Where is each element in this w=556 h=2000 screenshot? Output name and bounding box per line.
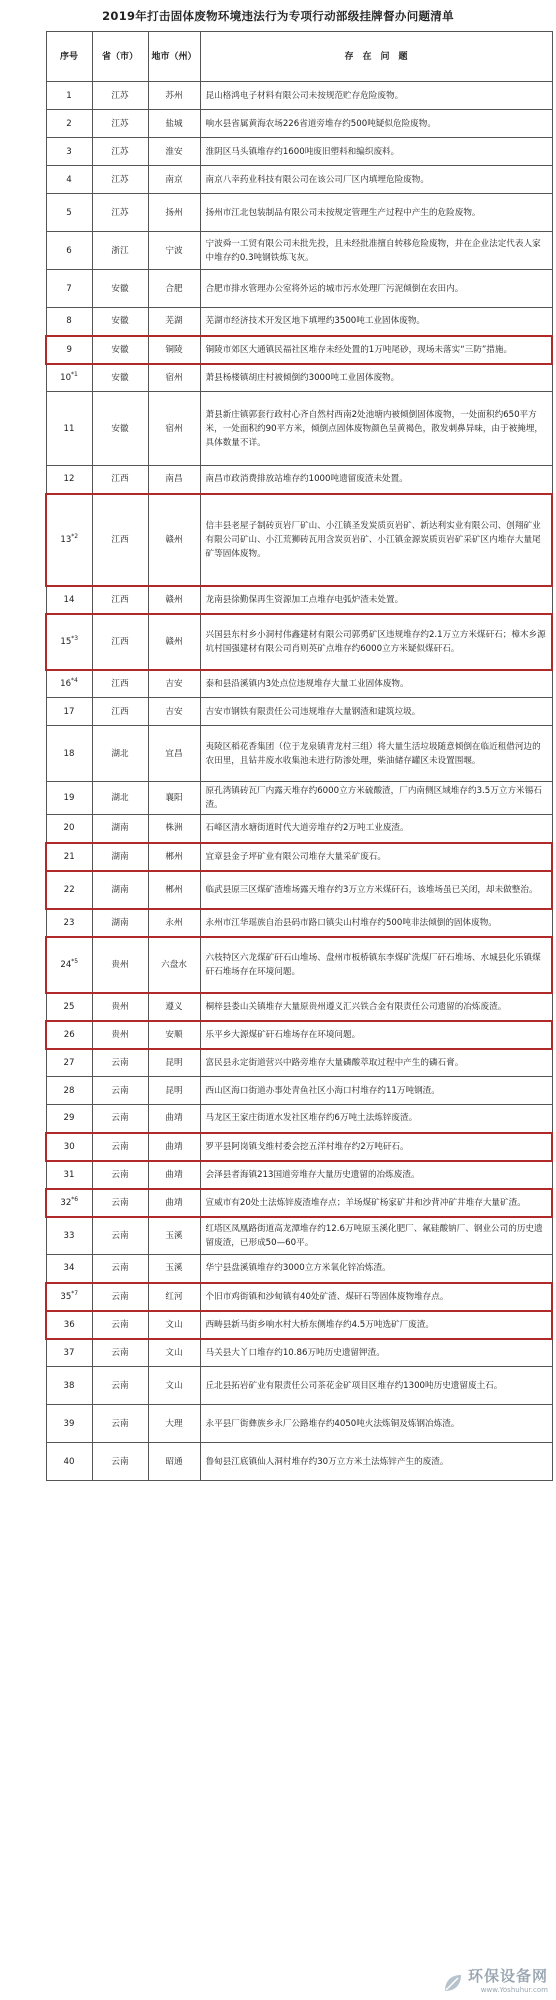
table-row	[46, 1105, 552, 1133]
row-number: 10	[60, 372, 72, 383]
cell-province: 安徽	[92, 308, 148, 336]
cell-province: 云南	[92, 1049, 148, 1077]
watermark-url: www.Yoshuhur.com	[480, 1986, 548, 1994]
cell-city: 赣州	[148, 494, 200, 586]
row-number: 27	[63, 1057, 75, 1068]
cell-number	[46, 392, 92, 466]
cell-province: 安徽	[92, 270, 148, 308]
leaf-logo-icon	[442, 1972, 464, 1994]
cell-province: 云南	[92, 1133, 148, 1161]
cell-city: 郴州	[148, 871, 200, 909]
cell-issue: 富民县永定街道营兴中路旁堆存大量磷酸萃取过程中产生的磷石膏。	[200, 1049, 552, 1077]
cell-city: 文山	[148, 1367, 200, 1405]
header-issue: 存 在 问 题	[200, 32, 552, 82]
table-row	[46, 937, 552, 993]
footnote-mark: *3	[71, 634, 79, 642]
row-number: 23	[63, 917, 75, 928]
row-number: 1	[66, 90, 72, 101]
cell-province: 湖南	[92, 871, 148, 909]
table-row	[46, 586, 552, 614]
cell-number	[46, 1255, 92, 1283]
row-number: 18	[63, 748, 75, 759]
cell-number	[46, 1367, 92, 1405]
cell-province: 江苏	[92, 166, 148, 194]
cell-city: 铜陵	[148, 336, 200, 364]
cell-city: 玉溪	[148, 1255, 200, 1283]
row-number: 4	[66, 174, 72, 185]
cell-issue: 昆山格鸿电子材料有限公司未按规范贮存危险废物。	[200, 82, 552, 110]
table-row	[46, 670, 552, 698]
table-row	[46, 466, 552, 494]
cell-issue: 红塔区凤凰路街道高龙潭堆存约12.6万吨原玉溪化肥厂、氟硅酸钠厂、钢业公司的历史遗留废渣，已形成50—60平。	[200, 1217, 552, 1255]
table-row	[46, 82, 552, 110]
cell-issue: 马龙区王家庄街道水发社区堆存约6万吨土法炼锌废渣。	[200, 1105, 552, 1133]
table-row	[46, 782, 552, 815]
table-row	[46, 1339, 552, 1367]
cell-city: 吉安	[148, 698, 200, 726]
table-row	[46, 364, 552, 392]
row-number: 5	[66, 207, 72, 218]
table-row	[46, 1133, 552, 1161]
cell-issue: 宁波舜一工贸有限公司未批先投，且未经批准擅自转移危险废物，并在企业法定代表人家中堆存约0.3吨钢铁炼飞灰。	[200, 232, 552, 270]
cell-province: 贵州	[92, 993, 148, 1021]
watermark	[442, 1965, 548, 1994]
cell-number	[46, 336, 92, 364]
cell-issue: 信丰县老屋子制砖页岩厂矿山、小江镇圣发炭质页岩矿、新达利实业有限公司、创翔矿业有限公司矿山、小江荒狮砖瓦用含炭页岩矿、小江镇金源炭质页岩矿采矿区内堆存大量尾矿等固体废物。	[200, 494, 552, 586]
cell-number	[46, 82, 92, 110]
row-number: 9	[66, 344, 72, 355]
cell-province: 江西	[92, 466, 148, 494]
cell-number	[46, 1405, 92, 1443]
cell-issue: 南昌市政消费排放站堆存约1000吨遗留废渣未处置。	[200, 466, 552, 494]
footnote-mark: *2	[71, 532, 79, 540]
cell-number	[46, 194, 92, 232]
cell-city: 吉安	[148, 670, 200, 698]
cell-province: 云南	[92, 1283, 148, 1311]
table-row	[46, 1255, 552, 1283]
row-number: 11	[63, 423, 75, 434]
cell-province: 安徽	[92, 364, 148, 392]
table-row	[46, 614, 552, 670]
cell-number	[46, 614, 92, 670]
row-number: 28	[63, 1085, 75, 1096]
footnote-mark: *1	[71, 370, 78, 378]
cell-issue: 马关县大丫口堆存约10.86万吨历史遗留钾渣。	[200, 1339, 552, 1367]
table-row	[46, 1311, 552, 1339]
footnote-mark: *6	[71, 1195, 79, 1203]
cell-number	[46, 494, 92, 586]
cell-province: 云南	[92, 1217, 148, 1255]
table-row	[46, 166, 552, 194]
cell-province: 云南	[92, 1443, 148, 1481]
cell-province: 湖北	[92, 782, 148, 815]
header-city: 地市（州）	[148, 32, 200, 82]
cell-issue: 夷陵区稻花香集团（位于龙泉镇青龙村三组）将大量生活垃圾随意倾倒在临近租借河边的农田里，且钻井废水收集池未进行防渗处理，柴油储存罐区未设置围堰。	[200, 726, 552, 782]
cell-issue: 淮阴区马头镇堆存约1600吨废旧塑料和编织废料。	[200, 138, 552, 166]
table-row	[46, 871, 552, 909]
cell-number	[46, 815, 92, 843]
row-number: 26	[63, 1029, 75, 1040]
cell-number	[46, 138, 92, 166]
cell-number	[46, 670, 92, 698]
table-row	[46, 308, 552, 336]
table-row	[46, 726, 552, 782]
cell-city: 安顺	[148, 1021, 200, 1049]
cell-province: 湖南	[92, 909, 148, 937]
cell-number	[46, 1311, 92, 1339]
cell-issue: 西山区海口街道办事处青鱼社区小海口村堆存约11万吨钢渣。	[200, 1077, 552, 1105]
table-row	[46, 1217, 552, 1255]
table-row	[46, 1077, 552, 1105]
cell-city: 红河	[148, 1283, 200, 1311]
cell-province: 浙江	[92, 232, 148, 270]
cell-number	[46, 1105, 92, 1133]
cell-province: 江西	[92, 586, 148, 614]
row-number: 35	[60, 1291, 72, 1302]
cell-number	[46, 232, 92, 270]
footnote-mark: *5	[71, 957, 79, 965]
cell-number	[46, 782, 92, 815]
cell-city: 南京	[148, 166, 200, 194]
cell-city: 永州	[148, 909, 200, 937]
row-number: 20	[63, 823, 75, 834]
cell-province: 江苏	[92, 138, 148, 166]
cell-province: 云南	[92, 1339, 148, 1367]
cell-number	[46, 1021, 92, 1049]
row-number: 3	[66, 146, 72, 157]
cell-issue: 乐平乡大源煤矿矸石堆场存在环境问题。	[200, 1021, 552, 1049]
cell-city: 郴州	[148, 843, 200, 871]
table-row	[46, 1405, 552, 1443]
table-row	[46, 392, 552, 466]
cell-city: 宜昌	[148, 726, 200, 782]
table-row	[46, 1367, 552, 1405]
cell-province: 江西	[92, 494, 148, 586]
cell-number	[46, 586, 92, 614]
cell-issue: 丘北县拓岩矿业有限责任公司茶花金矿项目区堆存约1300吨历史遗留废土石。	[200, 1367, 552, 1405]
cell-city: 昆明	[148, 1049, 200, 1077]
cell-issue: 芜湖市经济技术开发区地下填埋约3500吨工业固体废物。	[200, 308, 552, 336]
cell-province: 云南	[92, 1077, 148, 1105]
cell-province: 江西	[92, 670, 148, 698]
row-number: 34	[63, 1263, 75, 1274]
cell-number	[46, 110, 92, 138]
table-row	[46, 1443, 552, 1481]
cell-issue: 罗平县阿岗镇戈维村委会挖五洋村堆存约2万吨矸石。	[200, 1133, 552, 1161]
table-row	[46, 110, 552, 138]
cell-city: 襄阳	[148, 782, 200, 815]
cell-issue: 南京八幸药业科技有限公司在该公司厂区内填埋危险废物。	[200, 166, 552, 194]
row-number: 13	[60, 534, 72, 545]
cell-issue: 响水县省属黄海农场226省道旁堆存约500吨疑似危险废物。	[200, 110, 552, 138]
cell-city: 南昌	[148, 466, 200, 494]
cell-city: 扬州	[148, 194, 200, 232]
cell-number	[46, 308, 92, 336]
table-row	[46, 270, 552, 308]
table-body	[46, 82, 552, 1481]
row-number: 17	[63, 706, 75, 717]
row-number: 19	[63, 793, 75, 803]
cell-province: 江苏	[92, 194, 148, 232]
cell-province: 江西	[92, 698, 148, 726]
cell-number	[46, 1049, 92, 1077]
cell-city: 芜湖	[148, 308, 200, 336]
cell-province: 江苏	[92, 110, 148, 138]
cell-city: 文山	[148, 1311, 200, 1339]
table-row	[46, 1283, 552, 1311]
cell-issue: 龙南县徐勤保再生资源加工点堆存电弧炉渣未处置。	[200, 586, 552, 614]
footnote-mark: *4	[71, 676, 78, 684]
row-number: 33	[63, 1230, 75, 1241]
cell-issue: 永州市江华瑶族自治县码市路口镇尖山村堆存约500吨非法倾倒的固体废物。	[200, 909, 552, 937]
table-row	[46, 494, 552, 586]
cell-issue: 萧县新庄镇郭套行政村心齐自然村西南2处池塘内被倾倒固体废物，一处面积约650平方米，一处面积约90平方米，倾倒点固体废物颜色呈黄褐色，散发刺鼻异味，由于被掩埋，具体数量不详。	[200, 392, 552, 466]
row-number: 21	[63, 851, 75, 862]
cell-city: 曲靖	[148, 1161, 200, 1189]
cell-number	[46, 726, 92, 782]
cell-number	[46, 909, 92, 937]
cell-issue: 扬州市江北包装制品有限公司未按规定管理生产过程中产生的危险废物。	[200, 194, 552, 232]
cell-issue: 合肥市排水管理办公室将外运的城市污水处理厂污泥倾倒在农田内。	[200, 270, 552, 308]
table-row	[46, 815, 552, 843]
cell-province: 安徽	[92, 336, 148, 364]
table-row	[46, 1189, 552, 1217]
table-row	[46, 993, 552, 1021]
row-number: 29	[63, 1113, 75, 1124]
cell-number	[46, 871, 92, 909]
row-number: 12	[63, 474, 75, 485]
cell-issue: 华宁县盘溪镇堆存约3000立方米氧化锌冶炼渣。	[200, 1255, 552, 1283]
row-number: 32	[60, 1197, 72, 1208]
cell-number	[46, 1133, 92, 1161]
cell-province: 云南	[92, 1255, 148, 1283]
cell-city: 文山	[148, 1339, 200, 1367]
cell-province: 江苏	[92, 82, 148, 110]
cell-city: 赣州	[148, 614, 200, 670]
cell-city: 宿州	[148, 392, 200, 466]
cell-city: 大理	[148, 1405, 200, 1443]
cell-city: 曲靖	[148, 1189, 200, 1217]
row-number: 25	[63, 1001, 75, 1012]
cell-city: 昆明	[148, 1077, 200, 1105]
row-number: 36	[63, 1319, 75, 1330]
header-no: 序号	[46, 32, 92, 82]
watermark-text: 环保设备网	[467, 1967, 548, 1985]
cell-province: 贵州	[92, 1021, 148, 1049]
cell-number	[46, 1217, 92, 1255]
cell-issue: 永平县厂街彝族乡永厂公路堆存约4050吨火法炼铜及炼钢冶炼渣。	[200, 1405, 552, 1443]
cell-issue: 铜陵市郊区大通镇民福社区堆存未经处置的1万吨尾砂，现场未落实“三防”措施。	[200, 336, 552, 364]
table-row	[46, 336, 552, 364]
cell-number	[46, 1189, 92, 1217]
cell-city: 苏州	[148, 82, 200, 110]
cell-province: 云南	[92, 1161, 148, 1189]
row-number: 39	[63, 1418, 75, 1429]
table-row	[46, 1161, 552, 1189]
cell-city: 盐城	[148, 110, 200, 138]
table-row	[46, 1021, 552, 1049]
table-row	[46, 138, 552, 166]
cell-number	[46, 466, 92, 494]
cell-city: 合肥	[148, 270, 200, 308]
cell-city: 六盘水	[148, 937, 200, 993]
row-number: 40	[63, 1456, 75, 1467]
cell-number	[46, 1283, 92, 1311]
table-row	[46, 909, 552, 937]
row-number: 24	[60, 959, 72, 970]
cell-city: 玉溪	[148, 1217, 200, 1255]
table-header-row	[46, 32, 552, 82]
cell-number	[46, 937, 92, 993]
cell-issue: 会泽县者海镇213国道旁堆存大量历史遗留的冶炼废渣。	[200, 1161, 552, 1189]
cell-province: 云南	[92, 1367, 148, 1405]
cell-issue: 宣威市有20处土法炼锌废渣堆存点；羊场煤矿杨家矿井和沙背冲矿井堆存大量矿渣。	[200, 1189, 552, 1217]
cell-province: 云南	[92, 1405, 148, 1443]
cell-number	[46, 1161, 92, 1189]
cell-province: 云南	[92, 1105, 148, 1133]
cell-issue: 原孔湾镇砖瓦厂内露天堆存约6000立方米硫酸渣，厂内南侧区域堆存约3.5万立方米锡石渣。	[200, 782, 552, 815]
cell-number	[46, 364, 92, 392]
cell-city: 遵义	[148, 993, 200, 1021]
table-row	[46, 194, 552, 232]
cell-number	[46, 993, 92, 1021]
row-number: 2	[66, 118, 72, 129]
cell-province: 江西	[92, 614, 148, 670]
footnote-mark: *7	[71, 1289, 79, 1297]
cell-city: 曲靖	[148, 1105, 200, 1133]
cell-city: 宿州	[148, 364, 200, 392]
cell-issue: 临武县原三区煤矿渣堆场露天堆存约3万立方米煤矸石，该堆场虽已关闭，却未做整治。	[200, 871, 552, 909]
cell-province: 湖南	[92, 843, 148, 871]
cell-number	[46, 166, 92, 194]
cell-issue: 六枝特区六龙煤矿矸石山堆场、盘州市板桥镇东李煤矿洗煤厂矸石堆场、水城县化乐镇煤矸石堆场存在环境问题。	[200, 937, 552, 993]
issue-table	[45, 31, 553, 1481]
cell-city: 昭通	[148, 1443, 200, 1481]
cell-issue: 宜章县金子坪矿业有限公司堆存大量采矿废石。	[200, 843, 552, 871]
cell-province: 云南	[92, 1189, 148, 1217]
row-number: 14	[63, 594, 75, 605]
cell-city: 株洲	[148, 815, 200, 843]
cell-issue: 萧县杨楼镇胡庄村被倾倒约3000吨工业固体废物。	[200, 364, 552, 392]
cell-province: 安徽	[92, 392, 148, 466]
cell-number	[46, 1443, 92, 1481]
row-number: 16	[60, 678, 72, 689]
row-number: 8	[66, 316, 72, 327]
row-number: 30	[63, 1141, 75, 1152]
cell-city: 赣州	[148, 586, 200, 614]
row-number: 6	[66, 245, 72, 256]
table-row	[46, 843, 552, 871]
row-number: 37	[63, 1347, 75, 1358]
row-number: 22	[63, 884, 75, 895]
cell-issue: 兴国县东村乡小洞村伟鑫建材有限公司郭勇矿区违规堆存约2.1万立方米煤矸石；樟木乡源坑村国强建材有限公司肖则英矿点堆存约6000立方米疑似煤矸石。	[200, 614, 552, 670]
row-number: 7	[66, 283, 72, 294]
table-row	[46, 698, 552, 726]
row-number: 31	[63, 1169, 75, 1180]
cell-city: 曲靖	[148, 1133, 200, 1161]
cell-province: 云南	[92, 1311, 148, 1339]
table-row	[46, 232, 552, 270]
cell-issue: 泰和县沿溪镇内3处点位违规堆存大量工业固体废物。	[200, 670, 552, 698]
cell-issue: 桐梓县娄山关镇堆存大量原贵州遵义汇兴铁合金有限责任公司遗留的冶炼废渣。	[200, 993, 552, 1021]
table-row	[46, 1049, 552, 1077]
header-province: 省（市）	[92, 32, 148, 82]
cell-issue: 西畴县新马街乡响水村大桥东侧堆存约4.5万吨选矿厂废渣。	[200, 1311, 552, 1339]
cell-issue: 个旧市鸡街镇和沙甸镇有40处矿渣、煤矸石等固体废物堆存点。	[200, 1283, 552, 1311]
cell-number	[46, 698, 92, 726]
row-number: 15	[60, 636, 72, 647]
page-title: 2019年打击固体废物环境违法行为专项行动部级挂牌督办问题清单	[102, 9, 454, 23]
cell-issue: 鲁甸县江底镇仙人洞村堆存约30万立方米土法炼锌产生的废渣。	[200, 1443, 552, 1481]
cell-city: 宁波	[148, 232, 200, 270]
cell-province: 贵州	[92, 937, 148, 993]
cell-province: 湖北	[92, 726, 148, 782]
cell-issue: 石峰区清水塘街道时代大道旁堆存约2万吨工业废渣。	[200, 815, 552, 843]
cell-number	[46, 270, 92, 308]
row-number: 38	[63, 1380, 75, 1391]
cell-issue: 吉安市钢铁有限责任公司违规堆存大量钢渣和建筑垃圾。	[200, 698, 552, 726]
cell-province: 湖南	[92, 815, 148, 843]
cell-number	[46, 1077, 92, 1105]
cell-number	[46, 1339, 92, 1367]
cell-number	[46, 843, 92, 871]
cell-city: 淮安	[148, 138, 200, 166]
